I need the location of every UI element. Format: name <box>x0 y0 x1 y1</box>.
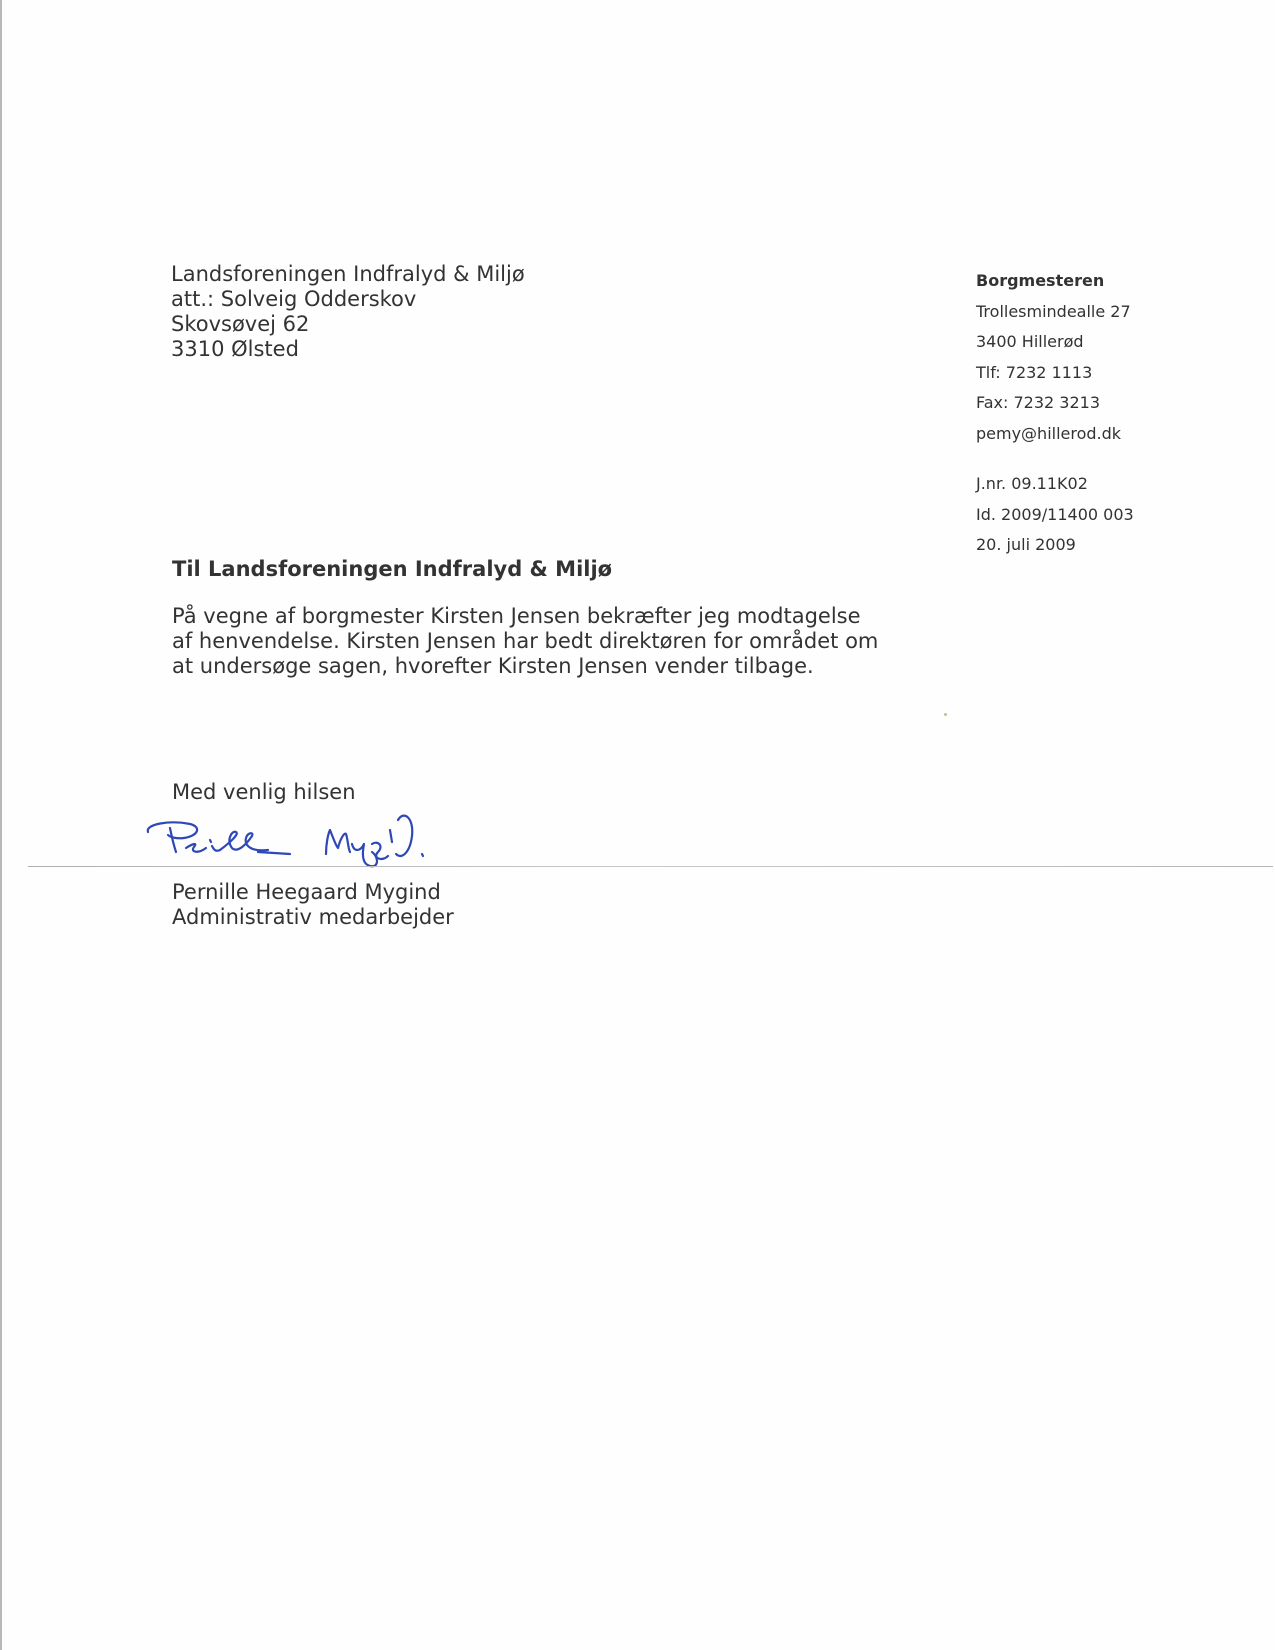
sender-email: pemy@hillerod.dk <box>976 423 1122 443</box>
recipient-attention: att.: Solveig Odderskov <box>171 287 417 311</box>
letter-date: 20. juli 2009 <box>976 535 1076 554</box>
body-line: På vegne af borgmester Kirsten Jensen bekræfter jeg modtagelse <box>172 604 861 628</box>
sender-block <box>976 271 1134 566</box>
body-line: at undersøge sagen, hvorefter Kirsten Jensen vender tilbage. <box>172 654 814 678</box>
signer-role: Administrativ medarbejder <box>172 905 454 929</box>
recipient-organization: Landsforeningen Indfralyd & Miljø <box>171 262 525 286</box>
sender-gap <box>976 454 1134 474</box>
sender-phone: Tlf: 7232 1113 <box>976 362 1093 382</box>
journal-number: J.nr. 09.11K02 <box>976 474 1088 493</box>
sender-city: 3400 Hillerød <box>976 332 1084 351</box>
document-id: Id. 2009/11400 003 <box>976 504 1134 524</box>
closing-greeting: Med venlig hilsen <box>172 780 356 804</box>
body-line: af henvendelse. Kirsten Jensen har bedt direktøren for området om <box>172 629 879 653</box>
sender-address: Trollesmindealle 27 <box>976 301 1131 321</box>
fold-line <box>28 866 1273 867</box>
recipient-street: Skovsøvej 62 <box>171 312 310 336</box>
paper-speck <box>944 713 947 716</box>
signer-name: Pernille Heegaard Mygind <box>172 880 441 904</box>
recipient-city: 3310 Ølsted <box>171 337 299 361</box>
sender-title: Borgmesteren <box>976 271 1105 290</box>
recipient-address <box>171 262 525 362</box>
letter-subject: Til Landsforeningen Indfralyd & Miljø <box>172 557 613 581</box>
signer-block <box>172 880 454 930</box>
page-edge <box>0 0 2 1650</box>
letter-body <box>172 604 878 679</box>
sender-fax: Fax: 7232 3213 <box>976 393 1101 412</box>
